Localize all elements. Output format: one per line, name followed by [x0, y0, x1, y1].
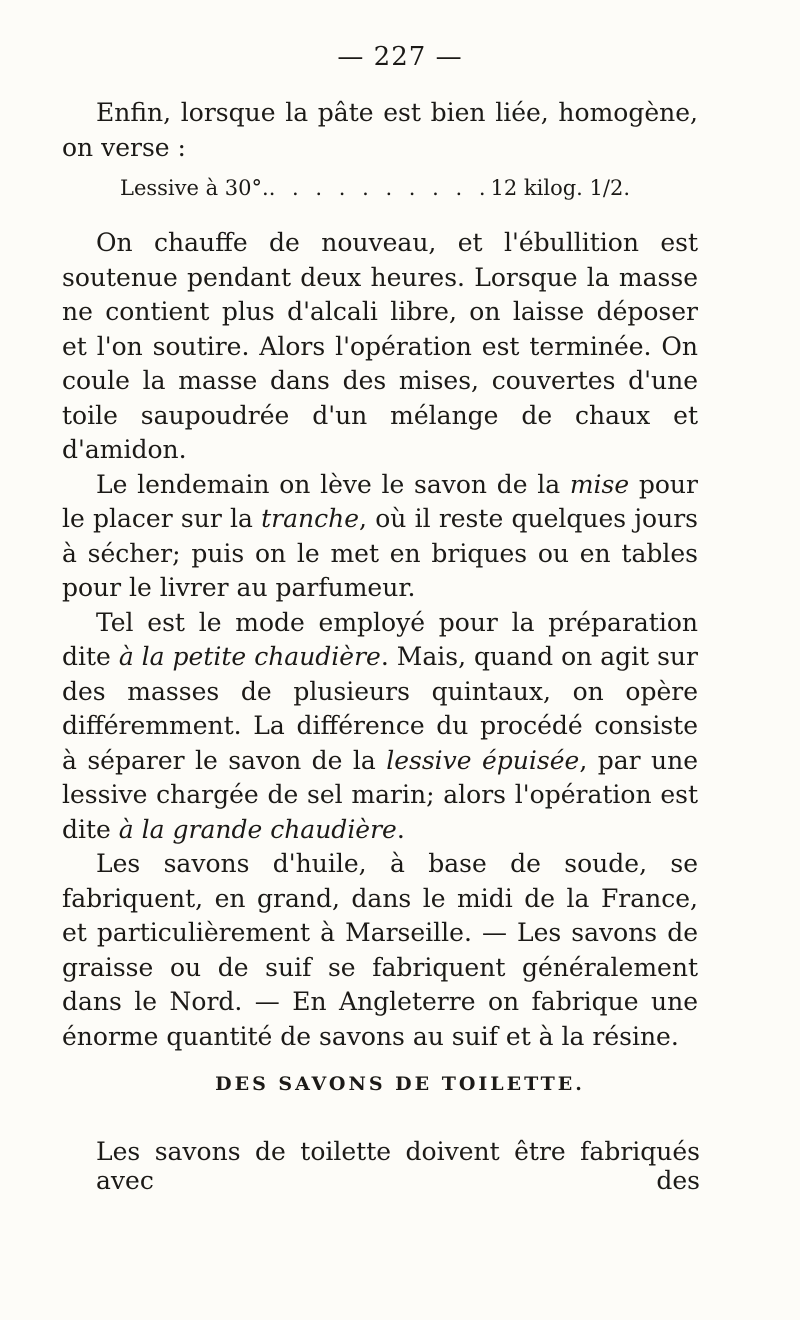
intro-paragraph — [62, 96, 698, 165]
p4-text-g: . — [396, 814, 405, 844]
p3-italic-tranche: tranche — [261, 504, 360, 533]
recipe-line — [120, 176, 630, 200]
section-heading: DES SAVONS DE TOILETTE. — [215, 1073, 585, 1095]
p4-text-a: Tel est le mode employé pour la préparation dite — [62, 607, 698, 671]
p4-italic-grande-chaudiere: à la grande chaudière — [118, 814, 397, 844]
p4-text-c: . Mais, quand on agit sur des masses de plusieurs quintaux, on opère différemment. La différence du procédé consiste à séparer le savon de la — [62, 642, 698, 775]
p3-text-e: , où il reste quelques jours à sécher; puis on le met en briques ou en tables pour le livrer au parfumeur. — [62, 504, 698, 602]
p4-italic-lessive-epuisee: lessive épuisée — [386, 745, 580, 775]
p3-italic-mise: mise — [569, 469, 630, 499]
recipe-label: Lessive à 30°. — [120, 176, 269, 200]
recipe-leader-dots: . . . . . . . . . . — [268, 176, 491, 200]
paragraph-2: On chauffe de nouveau, et l'ébullition est soutenue pendant deux heures. Lorsque la masse ne contient plus d'alcali libre, on laisse déposer et l'on soutire. Alors l'opération est terminée. On coule la masse dans des mises, couvertes d'une toile saupoudrée d'un mélange de chaux et d'amidon. — [62, 228, 698, 464]
paragraph-5: Les savons d'huile, à base de soude, se fabriquent, en grand, dans le midi de la France, et particulièrement à Marseille. — Les savons de graisse ou de suif se fabriquent généralement dans le Nord. — En Angleterre on fabrique une énorme quantité de savons au suif et à la résine. — [62, 849, 698, 1051]
p4-text-e: , par une lessive chargée de sel marin; alors l'opération est dite — [62, 745, 698, 844]
continuation-line: Les savons de toilette doivent être fabriqués avec des — [96, 1137, 700, 1195]
paragraph-4 — [62, 606, 698, 848]
p4-italic-petite-chaudiere: à la petite chaudière — [118, 642, 381, 671]
paragraph-intro: Enfin, lorsque la pâte est bien liée, homogène, on verse : — [62, 98, 698, 162]
paragraph-3 — [62, 468, 698, 606]
p3-text-c: pour le placer sur la — [62, 469, 698, 533]
recipe-amount: 12 kilog. 1/2. — [490, 176, 630, 200]
page-number: — 227 — — [337, 42, 463, 72]
body-text — [62, 226, 698, 1054]
p3-text-a: Le lendemain on lève le savon de la — [96, 469, 570, 499]
